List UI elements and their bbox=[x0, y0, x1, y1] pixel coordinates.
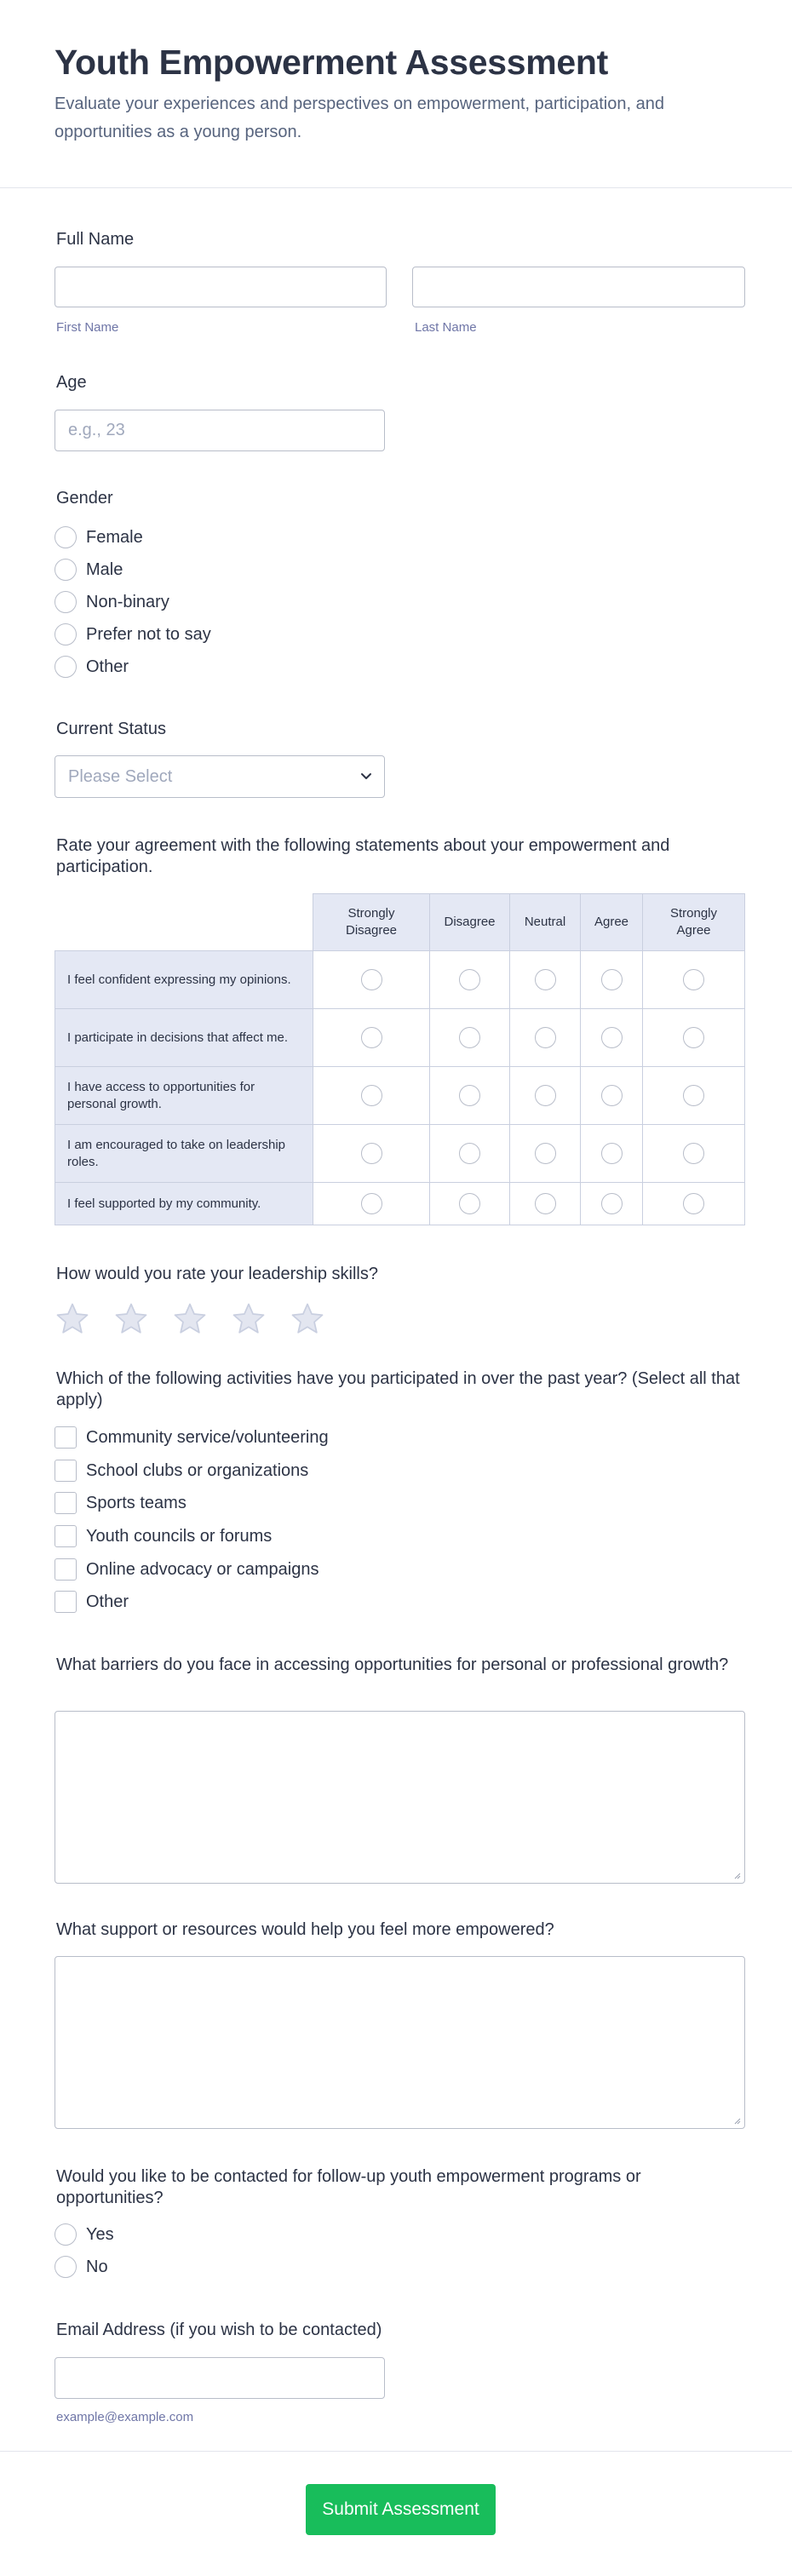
age-input[interactable] bbox=[55, 410, 385, 451]
matrix-cell[interactable] bbox=[510, 1125, 581, 1183]
full-name-label: Full Name bbox=[56, 230, 135, 249]
radio-button[interactable] bbox=[55, 559, 77, 581]
radio-button[interactable] bbox=[55, 656, 77, 678]
matrix-corner bbox=[55, 894, 313, 951]
gender-option-male[interactable] bbox=[55, 558, 123, 582]
resize-handle-icon[interactable] bbox=[732, 2116, 741, 2125]
matrix-cell[interactable] bbox=[430, 1183, 510, 1225]
radio-button[interactable] bbox=[601, 1143, 623, 1164]
matrix-cell[interactable] bbox=[313, 1183, 430, 1225]
matrix-cell[interactable] bbox=[581, 1067, 643, 1125]
matrix-cell[interactable] bbox=[581, 1009, 643, 1067]
matrix-row bbox=[55, 1067, 745, 1125]
star-icon[interactable] bbox=[231, 1301, 267, 1337]
radio-button[interactable] bbox=[361, 1027, 382, 1048]
matrix-row-label: I participate in decisions that affect me. bbox=[55, 1009, 313, 1067]
radio-button[interactable] bbox=[683, 1193, 704, 1214]
activity-option[interactable] bbox=[55, 1491, 187, 1515]
option-label: No bbox=[86, 2257, 108, 2276]
contact-option-no[interactable] bbox=[55, 2255, 108, 2279]
gender-label: Gender bbox=[56, 489, 113, 508]
star-icon[interactable] bbox=[172, 1301, 208, 1337]
matrix-cell[interactable] bbox=[313, 1067, 430, 1125]
radio-button[interactable] bbox=[55, 623, 77, 645]
matrix-row-label: I feel supported by my community. bbox=[55, 1183, 313, 1225]
email-input[interactable] bbox=[55, 2357, 385, 2399]
radio-button[interactable] bbox=[601, 969, 623, 990]
matrix-cell[interactable] bbox=[581, 951, 643, 1009]
checkbox[interactable] bbox=[55, 1460, 77, 1482]
matrix-column-header: Strongly Agree bbox=[643, 894, 745, 951]
radio-button[interactable] bbox=[535, 1027, 556, 1048]
chevron-down-icon bbox=[359, 768, 374, 783]
radio-button[interactable] bbox=[55, 2256, 77, 2278]
form-header bbox=[0, 0, 792, 188]
option-label: School clubs or organizations bbox=[86, 1460, 309, 1480]
checkbox[interactable] bbox=[55, 1525, 77, 1547]
matrix-cell[interactable] bbox=[510, 1183, 581, 1225]
matrix-cell[interactable] bbox=[643, 1125, 745, 1183]
current-status-label: Current Status bbox=[56, 720, 166, 738]
matrix-row bbox=[55, 1183, 745, 1225]
leadership-question: How would you rate your leadership skills? bbox=[56, 1265, 378, 1283]
radio-button[interactable] bbox=[601, 1027, 623, 1048]
gender-option-prefer-not[interactable] bbox=[55, 622, 211, 646]
radio-button[interactable] bbox=[535, 1193, 556, 1214]
matrix-question: Rate your agreement with the following statements about your empowerment and participation. bbox=[56, 836, 670, 876]
first-name-sublabel: First Name bbox=[56, 320, 119, 335]
last-name-sublabel: Last Name bbox=[415, 320, 477, 335]
matrix-row-label: I am encouraged to take on leadership roles. bbox=[55, 1125, 313, 1183]
matrix-column-header: Disagree bbox=[430, 894, 510, 951]
matrix-cell[interactable] bbox=[313, 1125, 430, 1183]
support-textarea[interactable] bbox=[55, 1956, 745, 2129]
support-question: What support or resources would help you feel more empowered? bbox=[56, 1920, 554, 1939]
matrix-cell[interactable] bbox=[510, 1067, 581, 1125]
matrix-cell[interactable] bbox=[510, 951, 581, 1009]
radio-button[interactable] bbox=[361, 969, 382, 990]
form-footer bbox=[0, 2451, 792, 2576]
matrix-row bbox=[55, 1125, 745, 1183]
option-label: Male bbox=[86, 559, 123, 579]
page-title: Youth Empowerment Assessment bbox=[55, 43, 609, 82]
radio-button[interactable] bbox=[459, 1027, 480, 1048]
agreement-matrix bbox=[55, 893, 745, 1225]
radio-button[interactable] bbox=[535, 1143, 556, 1164]
resize-handle-icon[interactable] bbox=[732, 1871, 741, 1879]
matrix-cell[interactable] bbox=[430, 1067, 510, 1125]
barriers-question: What barriers do you face in accessing opportunities for personal or professional growth? bbox=[56, 1655, 729, 1674]
radio-button[interactable] bbox=[683, 1085, 704, 1106]
option-label: Non-binary bbox=[86, 592, 169, 611]
contact-option-yes[interactable] bbox=[55, 2223, 114, 2246]
select-value: Please Select bbox=[68, 767, 173, 786]
activity-option[interactable] bbox=[55, 1590, 129, 1614]
matrix-row bbox=[55, 951, 745, 1009]
matrix-row bbox=[55, 1009, 745, 1067]
first-name-input[interactable] bbox=[55, 267, 387, 307]
option-label: Other bbox=[86, 1592, 129, 1611]
matrix-column-header: Strongly Disagree bbox=[313, 894, 430, 951]
activity-option[interactable] bbox=[55, 1426, 329, 1449]
contact-question: Would you like to be contacted for follow-up youth empowerment programs or opportunities? bbox=[56, 2167, 641, 2207]
radio-button[interactable] bbox=[683, 1027, 704, 1048]
email-label: Email Address (if you wish to be contacted) bbox=[56, 2321, 382, 2339]
matrix-cell[interactable] bbox=[643, 1067, 745, 1125]
matrix-cell[interactable] bbox=[581, 1125, 643, 1183]
submit-button[interactable]: Submit Assessment bbox=[306, 2484, 496, 2535]
matrix-cell[interactable] bbox=[510, 1009, 581, 1067]
page-subtitle: Evaluate your experiences and perspectives on empowerment, participation, and opportunities as a young person. bbox=[55, 95, 664, 141]
option-label: Prefer not to say bbox=[86, 624, 211, 644]
radio-button[interactable] bbox=[601, 1193, 623, 1214]
matrix-cell[interactable] bbox=[643, 951, 745, 1009]
radio-button[interactable] bbox=[55, 526, 77, 548]
star-icon[interactable] bbox=[55, 1301, 90, 1337]
last-name-input[interactable] bbox=[412, 267, 745, 307]
option-label: Yes bbox=[86, 2224, 114, 2244]
gender-option-non-binary[interactable] bbox=[55, 590, 169, 614]
matrix-cell[interactable] bbox=[430, 1125, 510, 1183]
gender-option-female[interactable] bbox=[55, 525, 143, 549]
matrix-cell[interactable] bbox=[430, 951, 510, 1009]
checkbox[interactable] bbox=[55, 1426, 77, 1449]
radio-button[interactable] bbox=[683, 969, 704, 990]
activities-question: Which of the following activities have you participated in over the past year? (Select all that apply) bbox=[56, 1369, 740, 1409]
matrix-cell[interactable] bbox=[581, 1183, 643, 1225]
current-status-select[interactable] bbox=[55, 755, 385, 798]
radio-button[interactable] bbox=[459, 969, 480, 990]
matrix-column-header: Agree bbox=[581, 894, 643, 951]
option-label: Online advocacy or campaigns bbox=[86, 1559, 319, 1579]
activity-option[interactable] bbox=[55, 1524, 272, 1548]
matrix-cell[interactable] bbox=[313, 951, 430, 1009]
radio-button[interactable] bbox=[361, 1143, 382, 1164]
radio-button[interactable] bbox=[459, 1143, 480, 1164]
radio-button[interactable] bbox=[683, 1143, 704, 1164]
option-label: Community service/volunteering bbox=[86, 1427, 329, 1447]
checkbox[interactable] bbox=[55, 1558, 77, 1581]
radio-button[interactable] bbox=[361, 1085, 382, 1106]
star-icon[interactable] bbox=[290, 1301, 325, 1337]
option-label: Other bbox=[86, 657, 129, 676]
matrix-cell[interactable] bbox=[643, 1009, 745, 1067]
option-label: Sports teams bbox=[86, 1493, 187, 1512]
checkbox[interactable] bbox=[55, 1492, 77, 1514]
matrix-cell[interactable] bbox=[430, 1009, 510, 1067]
radio-button[interactable] bbox=[535, 1085, 556, 1106]
radio-button[interactable] bbox=[459, 1193, 480, 1214]
activity-option[interactable] bbox=[55, 1459, 308, 1483]
email-sublabel: example@example.com bbox=[56, 2410, 194, 2424]
radio-button[interactable] bbox=[601, 1085, 623, 1106]
activity-option[interactable] bbox=[55, 1558, 319, 1581]
matrix-row-label: I have access to opportunities for personal growth. bbox=[55, 1067, 313, 1125]
matrix-row-label: I feel confident expressing my opinions. bbox=[55, 951, 313, 1009]
option-label: Youth councils or forums bbox=[86, 1526, 273, 1546]
star-rating bbox=[55, 1301, 348, 1337]
checkbox[interactable] bbox=[55, 1591, 77, 1613]
radio-button[interactable] bbox=[55, 591, 77, 613]
gender-option-other[interactable] bbox=[55, 655, 129, 679]
radio-button[interactable] bbox=[55, 2223, 77, 2246]
radio-button[interactable] bbox=[535, 969, 556, 990]
matrix-cell[interactable] bbox=[313, 1009, 430, 1067]
radio-button[interactable] bbox=[361, 1193, 382, 1214]
matrix-cell[interactable] bbox=[643, 1183, 745, 1225]
age-label: Age bbox=[56, 373, 87, 392]
matrix-column-header: Neutral bbox=[510, 894, 581, 951]
option-label: Female bbox=[86, 527, 143, 547]
barriers-textarea[interactable] bbox=[55, 1711, 745, 1884]
star-icon[interactable] bbox=[113, 1301, 149, 1337]
radio-button[interactable] bbox=[459, 1085, 480, 1106]
